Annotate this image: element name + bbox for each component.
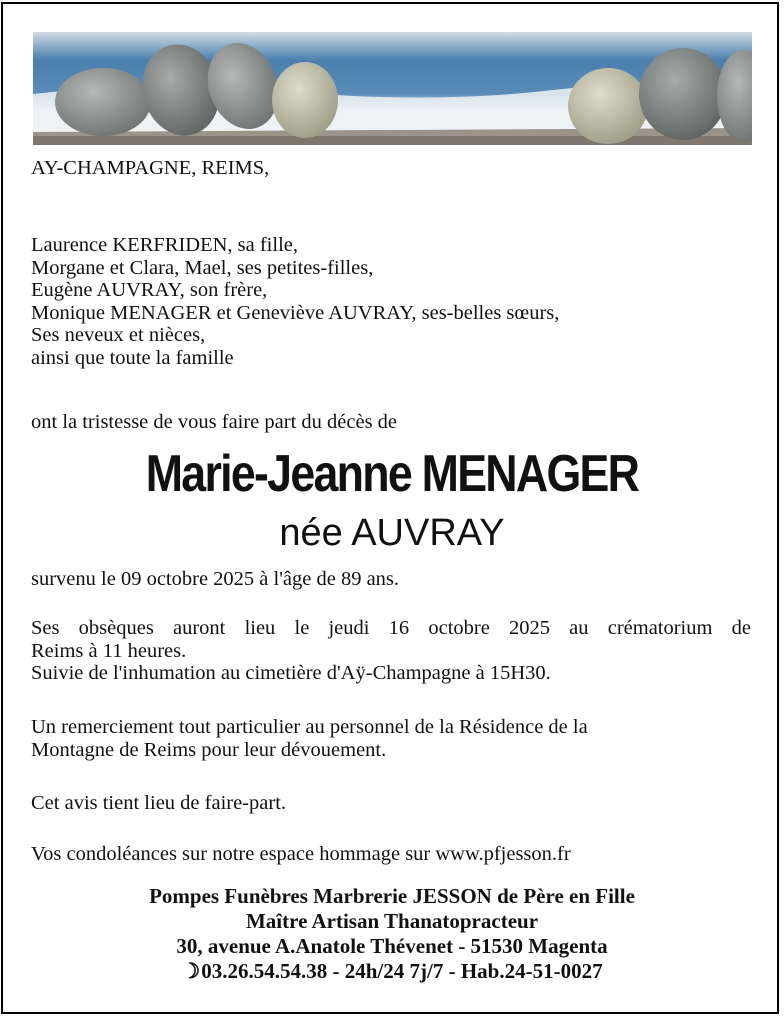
family-member: Morgane et Clara, Mael, ses petites-filles, bbox=[31, 256, 374, 279]
funeral-line: Reims à 11 heures. bbox=[31, 639, 187, 662]
funeral-line: Ses obsèques auront lieu le jeudi 16 octobre 2025 au crématorium de bbox=[31, 617, 751, 639]
funeral-home-contact: 03.26.54.54.38 - 24h/24 7j/7 - Hab.24-51-0027 bbox=[201, 959, 603, 983]
funeral-home-contact-line bbox=[0, 959, 784, 984]
family-list bbox=[31, 234, 751, 369]
funeral-home-title: Maître Artisan Thanatopracteur bbox=[245, 909, 539, 933]
thanks-line: Montagne de Reims pour leur dévouement. bbox=[31, 738, 387, 761]
funeral-home-address: 30, avenue A.Anatole Thévenet - 51530 Magenta bbox=[176, 934, 608, 958]
family-member: Laurence KERFRIDEN, sa fille, bbox=[31, 234, 298, 256]
family-member: Ses neveux et nièces, bbox=[31, 324, 206, 346]
banner-image bbox=[33, 32, 752, 145]
death-info: survenu le 09 octobre 2025 à l'âge de 89 ans. bbox=[31, 568, 400, 590]
funeral-details bbox=[31, 617, 751, 685]
thanks-line: Un remerciement tout particulier au personnel de la Résidence de la bbox=[31, 716, 588, 738]
thanks-paragraph bbox=[31, 716, 751, 761]
announcement-line: ont la tristesse de vous faire part du décès de bbox=[31, 411, 398, 433]
family-member: ainsi que toute la famille bbox=[31, 346, 234, 369]
condolences-line: Vos condoléances sur notre espace hommage sur www.pfjesson.fr bbox=[31, 843, 571, 865]
deceased-name: Marie-Jeanne MENAGER bbox=[145, 445, 639, 503]
maiden-name: née AUVRAY bbox=[279, 512, 505, 554]
funeral-home-block bbox=[0, 884, 784, 984]
family-member: Monique MENAGER et Geneviève AUVRAY, ses-belles sœurs, bbox=[31, 301, 560, 324]
pebbles-illustration bbox=[33, 32, 752, 145]
phone-icon: ☽ bbox=[181, 959, 201, 983]
funeral-line: Suivie de l'inhumation au cimetière d'Aÿ-Champagne à 15H30. bbox=[31, 662, 551, 684]
family-member: Eugène AUVRAY, son frère, bbox=[31, 279, 268, 301]
location-line: AY-CHAMPAGNE, REIMS, bbox=[31, 157, 270, 179]
notice-line: Cet avis tient lieu de faire-part. bbox=[31, 792, 287, 814]
funeral-home-name: Pompes Funèbres Marbrerie JESSON de Père en Fille bbox=[149, 884, 635, 908]
